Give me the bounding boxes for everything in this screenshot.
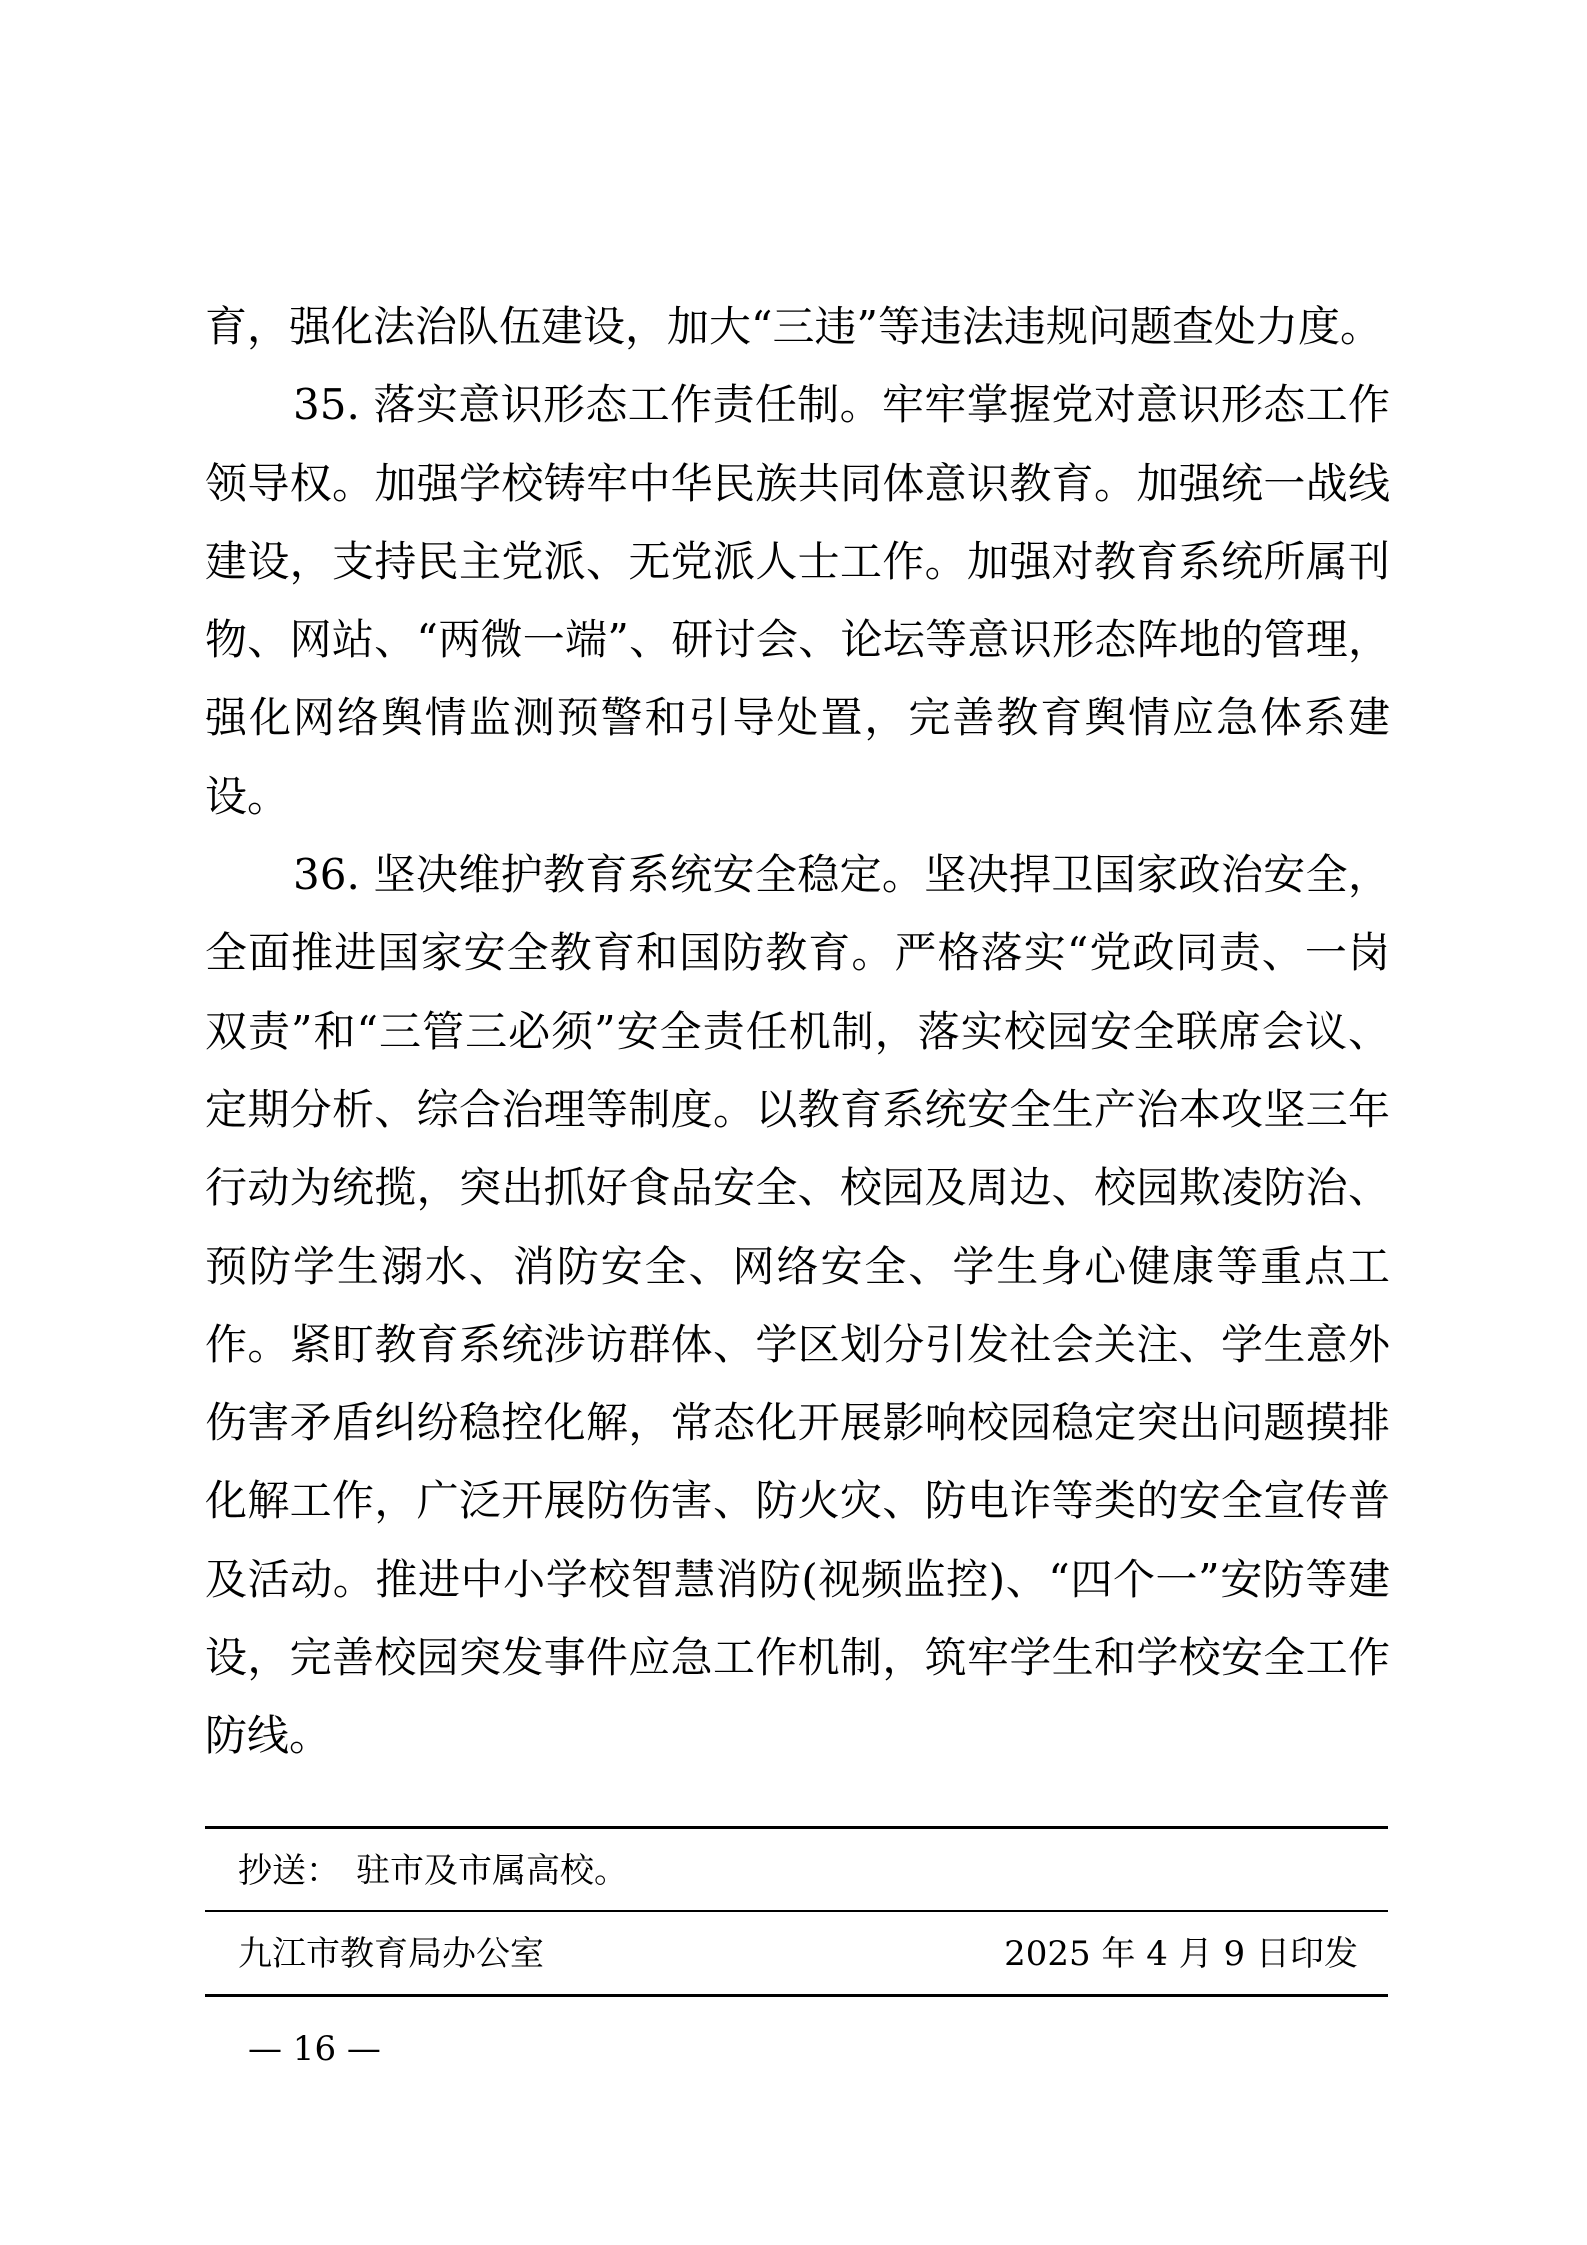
cc-line: [238, 1846, 628, 1896]
paragraph-continuation: 育，强化法治队伍建设，加大“三违”等违法违规问题查处力度。: [205, 302, 1382, 351]
paragraph-item-36: 36. 坚决维护教育系统安全稳定。坚决捍卫国家政治安全，全面推进国家安全教育和国防教育。严格落实“党政同责、一岗双责”和“三管三必须”安全责任机制，落实校园安全联席会议、定期分析、综合治理等制度。以教育系统安全生产治本攻坚三年行动为统揽，突出抓好食品安全、校园及周边、校园欺凌防治、预防学生溺水、消防安全、网络安全、学生身心健康等重点工作。紧盯教育系统涉访群体、学区划分引发社会关注、学生意外伤害矛盾纠纷稳控化解，常态化开展影响校园稳定突出问题摸排化解工作，广泛开展防伤害、防火灾、防电诈等类的安全宣传普及活动。推进中小学校智慧消防(视频监控)、“四个一”安防等建设，完善校园突发事件应急工作机制，筑牢学生和学校安全工作防线。: [205, 850, 1390, 1761]
cc-label: 抄送：: [238, 1851, 340, 1891]
issuer-name: 九江市教育局办公室: [238, 1934, 544, 1974]
page-number: — 16 —: [248, 2029, 381, 2069]
footer-bottom-rule: [205, 1994, 1388, 1997]
issue-date: 2025 年 4 月 9 日印发: [1004, 1934, 1358, 1974]
body-text: [205, 288, 1390, 1776]
footer-top-rule: [205, 1826, 1388, 1829]
cc-value: 驻市及市属高校。: [356, 1851, 628, 1891]
footer-middle-rule: [205, 1910, 1388, 1912]
paragraph-item-35: 35. 落实意识形态工作责任制。牢牢掌握党对意识形态工作领导权。加强学校铸牢中华民族共同体意识教育。加强统一战线建设，支持民主党派、无党派人士工作。加强对教育系统所属刊物、网站、“两微一端”、研讨会、论坛等意识形态阵地的管理，强化网络舆情监测预警和引导处置，完善教育舆情应急体系建设。: [205, 380, 1390, 821]
